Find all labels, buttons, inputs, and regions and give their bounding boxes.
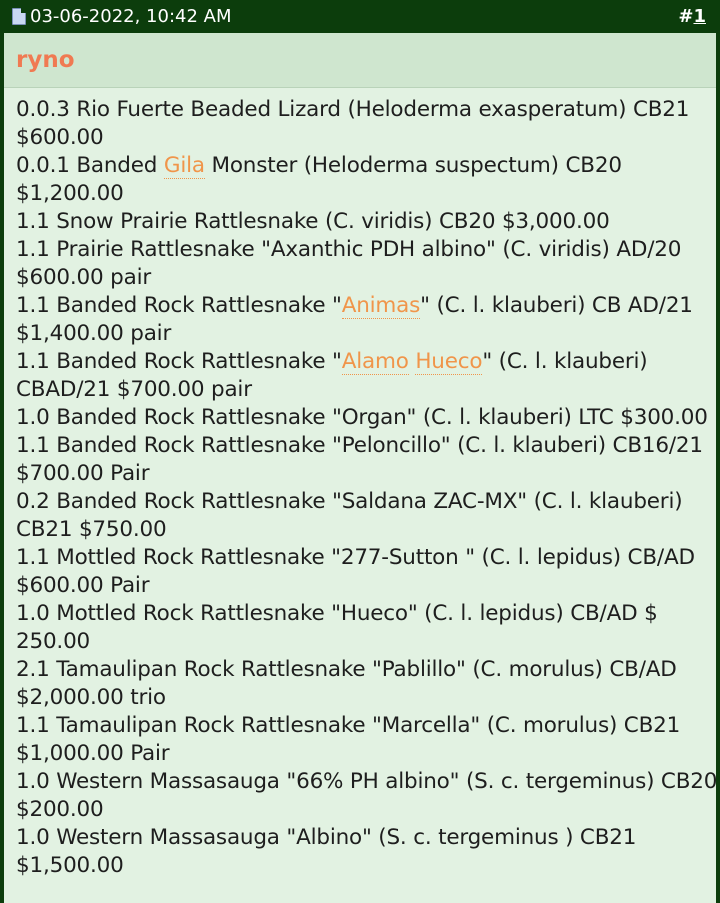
post-timestamp: 03-06-2022, 10:42 AM bbox=[30, 6, 232, 27]
post-line: $700.00 Pair bbox=[16, 461, 150, 486]
post-hash: # bbox=[678, 6, 694, 27]
post-number-link[interactable] bbox=[678, 6, 706, 27]
post-body bbox=[4, 88, 716, 880]
post-line: $1,000.00 Pair bbox=[16, 741, 170, 766]
post-line: 1.1 Snow Prairie Rattlesnake (C. viridis) CB20 $3,000.00 bbox=[16, 209, 610, 234]
username-link[interactable]: ryno bbox=[16, 47, 75, 73]
post-document-icon bbox=[12, 8, 26, 25]
post-line: 0.0.3 Rio Fuerte Beaded Lizard (Heloderma exasperatum) CB21 bbox=[16, 97, 690, 122]
post-line: 1.0 Mottled Rock Rattlesnake "Hueco" (C. l. lepidus) CB/AD $ bbox=[16, 601, 658, 626]
post-line: 1.1 Banded Rock Rattlesnake "Alamo Hueco" (C. l. klauberi) bbox=[16, 349, 648, 374]
post-line: $600.00 Pair bbox=[16, 573, 150, 598]
post-line: $1,500.00 bbox=[16, 853, 124, 878]
post-line: 1.1 Prairie Rattlesnake "Axanthic PDH albino" (C. viridis) AD/20 bbox=[16, 237, 682, 262]
post-line: 0.0.1 Banded Gila Monster (Heloderma suspectum) CB20 bbox=[16, 153, 622, 178]
keyword-link[interactable]: Hueco bbox=[415, 349, 483, 374]
post-line: 1.1 Banded Rock Rattlesnake "Peloncillo" (C. l. klauberi) CB16/21 bbox=[16, 433, 703, 458]
post-meta bbox=[12, 6, 232, 27]
post-line: 250.00 bbox=[16, 629, 91, 654]
post-line: $600.00 bbox=[16, 125, 104, 150]
user-bar bbox=[4, 33, 716, 88]
post-line: 1.0 Western Massasauga "66% PH albino" (S. c. tergeminus) CB20 bbox=[16, 769, 718, 794]
keyword-link[interactable]: Animas bbox=[341, 293, 421, 318]
post-line: 1.0 Banded Rock Rattlesnake "Organ" (C. l. klauberi) LTC $300.00 bbox=[16, 405, 708, 430]
post-line: $1,200.00 bbox=[16, 181, 124, 206]
post-line: 2.1 Tamaulipan Rock Rattlesnake "Pablillo" (C. morulus) CB/AD bbox=[16, 657, 677, 682]
post-line: CBAD/21 $700.00 pair bbox=[16, 377, 252, 402]
post-line: $600.00 pair bbox=[16, 265, 151, 290]
post-line: 1.1 Mottled Rock Rattlesnake "277-Sutton " (C. l. lepidus) CB/AD bbox=[16, 545, 695, 570]
post-line: 1.1 Tamaulipan Rock Rattlesnake "Marcella" (C. morulus) CB21 bbox=[16, 713, 681, 738]
post-line: $1,400.00 pair bbox=[16, 321, 172, 346]
post-line: $2,000.00 trio bbox=[16, 685, 166, 710]
post-header bbox=[4, 0, 716, 33]
post-line: 1.0 Western Massasauga "Albino" (S. c. tergeminus ) CB21 bbox=[16, 825, 637, 850]
post-line: $200.00 bbox=[16, 797, 104, 822]
post-line: 1.1 Banded Rock Rattlesnake "Animas" (C. l. klauberi) CB AD/21 bbox=[16, 293, 693, 318]
post-line: 0.2 Banded Rock Rattlesnake "Saldana ZAC-MX" (C. l. klauberi) bbox=[16, 489, 683, 514]
keyword-link[interactable]: Alamo bbox=[341, 349, 409, 374]
post-line: CB21 $750.00 bbox=[16, 517, 167, 542]
keyword-link[interactable]: Gila bbox=[163, 153, 205, 178]
post-number: 1 bbox=[693, 6, 706, 27]
